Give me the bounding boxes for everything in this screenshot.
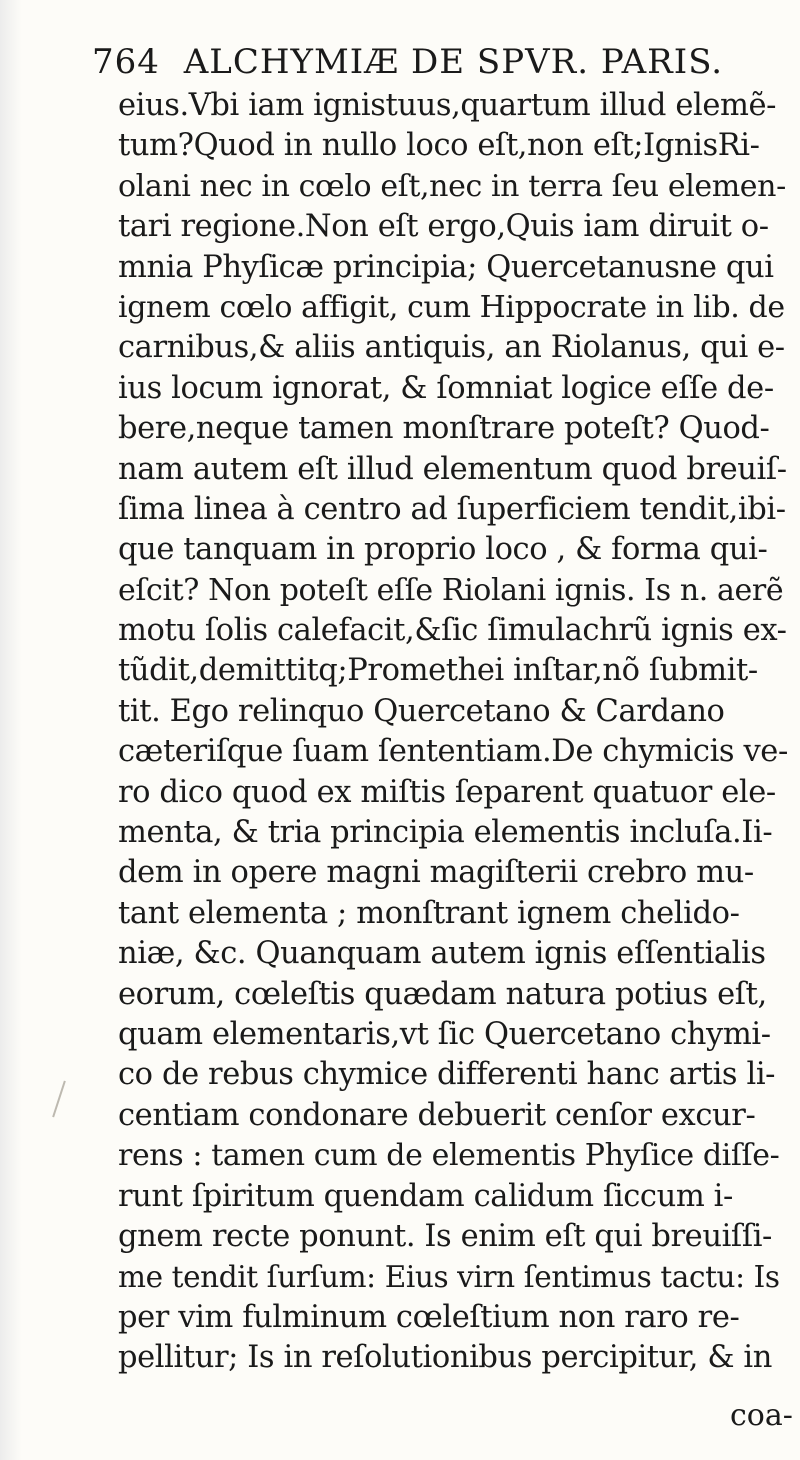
text-line: niæ, &c. Quanquam autem ignis eſſentialis: [118, 936, 766, 972]
text-line: co de rebus chymice differenti hanc artis li-: [118, 1057, 776, 1093]
text-line: nam autem eſt illud elementum quod breuiſ-: [118, 451, 787, 487]
text-line: rens : tamen cum de elementis Phyſice diſſe-: [118, 1138, 780, 1174]
text-line: tari regione.Non eſt ergo,Quis iam diruit o-: [118, 209, 769, 245]
text-line: runt ſpiritum quendam calidum ſiccum i-: [118, 1178, 733, 1214]
text-line: ro dico quod ex miſtis ſeparent quatuor ele-: [118, 774, 776, 810]
text-line: tant elementa ; monſtrant ignem chelido-: [118, 895, 740, 931]
text-line: menta, & tria principia elementis incluſa.Ii-: [118, 815, 773, 851]
text-line: bere,neque tamen monſtrare poteſt? Quod-: [118, 411, 770, 447]
text-line: ignem cœlo affigit, cum Hippocrate in lib. de: [118, 289, 785, 325]
text-line: pellitur; Is in reſolutionibus percipitur, & in: [118, 1340, 772, 1376]
page-gutter-shadow: [0, 0, 22, 1460]
text-line: eſcit? Non poteſt eſſe Riolani ignis. Is n. aerẽ: [118, 572, 784, 608]
page-number: 764: [92, 42, 160, 82]
running-header: [92, 40, 723, 84]
text-line: olani nec in cœlo eſt,nec in terra ſeu elemen-: [118, 168, 786, 204]
text-line: tit. Ego relinquo Quercetano & Cardano: [118, 693, 725, 729]
text-line: eorum, cœleſtis quædam natura potius eſt,: [118, 976, 767, 1012]
text-line: centiam condonare debuerit cenſor excur-: [118, 1097, 756, 1133]
text-line: cæteriſque ſuam ſententiam.De chymicis ve-: [118, 734, 788, 770]
text-line: tũdit,demittitq;Promethei inſtar,nõ ſubmit-: [118, 653, 758, 689]
catchword: coa-: [730, 1398, 793, 1433]
body-text: [118, 86, 798, 1379]
text-line: ius locum ignorat, & ſomniat logice eſſe de-: [118, 370, 774, 406]
text-line: dem in opere magni magiſterii crebro mu-: [118, 855, 754, 891]
text-line: per vim fulminum cœleſtium non raro re-: [118, 1299, 740, 1335]
text-line: que tanquam in proprio loco , & forma qui-: [118, 532, 768, 568]
text-line: quam elementaris,vt ſic Quercetano chymi-: [118, 1016, 771, 1052]
text-line: ſima linea à centro ad ſuperficiem tendit,ibi-: [118, 491, 786, 527]
text-line: motu ſolis calefacit,&ſic ſimulachrũ ignis ex-: [118, 613, 787, 649]
text-line: me tendit ſurſum: Eius virn ſentimus tactu: Is: [118, 1260, 780, 1295]
text-line: mnia Phyſicæ principia; Quercetanusne qui: [118, 249, 774, 285]
text-line: eius.Vbi iam ignistuus,quartum illud elemẽ-: [118, 88, 777, 123]
margin-pencil-mark: [52, 1081, 66, 1118]
text-line: tum?Quod in nullo loco eſt,non eſt;IgnisRi-: [118, 128, 760, 164]
running-title: ALCHYMIÆ DE SPVR. PARIS.: [183, 42, 724, 82]
text-line: carnibus,& aliis antiquis, an Riolanus, qui e-: [118, 330, 785, 366]
text-line: gnem recte ponunt. Is enim eſt qui breuiſſi-: [118, 1218, 772, 1254]
